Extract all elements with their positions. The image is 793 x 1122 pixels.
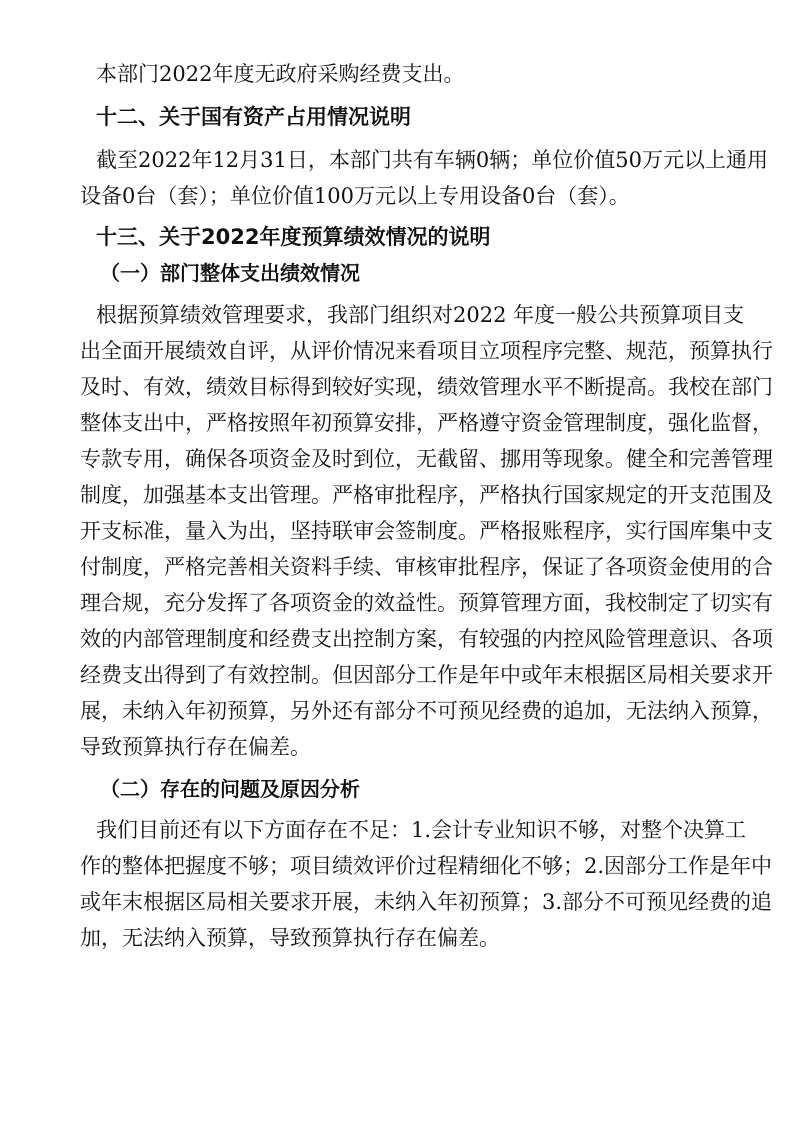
performance-paragraph-line: 出全面开展绩效自评，从评价情况来看项目立项程序完整、规范，预算执行 [80,339,773,363]
assets-paragraph-line: 截至2022年12月31日，本部门共有车辆0辆；单位价值50万元以上通用 [96,148,768,172]
issues-paragraph-line: 我们目前还有以下方面存在不足：1.会计专业知识不够，对整个决算工 [96,818,747,842]
performance-paragraph-line: 整体支出中，严格按照年初预算安排，严格遵守资金管理制度，强化监督， [80,411,773,435]
performance-paragraph-line: 根据预算绩效管理要求，我部门组织对2022 年度一般公共预算项目支 [96,303,745,327]
performance-paragraph-line: 付制度，严格完善相关资料手续、审核审批程序，保证了各项资金使用的合 [80,555,773,579]
performance-paragraph-line: 开支标准，量入为出，坚持联审会签制度。严格报账程序，实行国库集中支 [80,519,773,543]
performance-paragraph-line: 经费支出得到了有效控制。但因部分工作是年中或年末根据区局相关要求开 [80,663,773,687]
performance-paragraph-line: 展，未纳入年初预算，另外还有部分不可预见经费的追加，无法纳入预算， [80,699,773,723]
performance-paragraph-line: 效的内部管理制度和经费支出控制方案，有较强的内控风险管理意识、各项 [80,627,773,651]
issues-paragraph-line: 加，无法纳入预算，导致预算执行存在偏差。 [80,926,500,950]
issues-paragraph-line: 作的整体把握度不够；项目绩效评价过程精细化不够；2.因部分工作是年中 [80,854,773,878]
subsection-1-heading: （一）部门整体支出绩效情况 [100,261,360,285]
subsection-2-heading: （二）存在的问题及原因分析 [100,777,360,801]
issues-paragraph-line: 或年末根据区局相关要求开展，未纳入年初预算；3.部分不可预见经费的追 [80,890,773,914]
performance-paragraph-line: 及时、有效，绩效目标得到较好实现，绩效管理水平不断提高。我校在部门 [80,375,773,399]
assets-paragraph-line: 设备0台（套）；单位价值100万元以上专用设备0台（套）。 [80,184,630,208]
performance-paragraph-line: 制度，加强基本支出管理。严格审批程序，严格执行国家规定的开支范围及 [80,483,773,507]
purchase-paragraph: 本部门2022年度无政府采购经费支出。 [96,62,465,86]
performance-paragraph-line: 专款专用，确保各项资金及时到位，无截留、挪用等现象。健全和完善管理 [80,447,773,471]
performance-paragraph-line: 理合规，充分发挥了各项资金的效益性。预算管理方面，我校制定了切实有 [80,591,773,615]
performance-paragraph-line: 导致预算执行存在偏差。 [80,735,311,759]
section-12-heading: 十二、关于国有资产占用情况说明 [96,105,411,129]
section-13-heading: 十三、关于2022年度预算绩效情况的说明 [96,225,491,249]
